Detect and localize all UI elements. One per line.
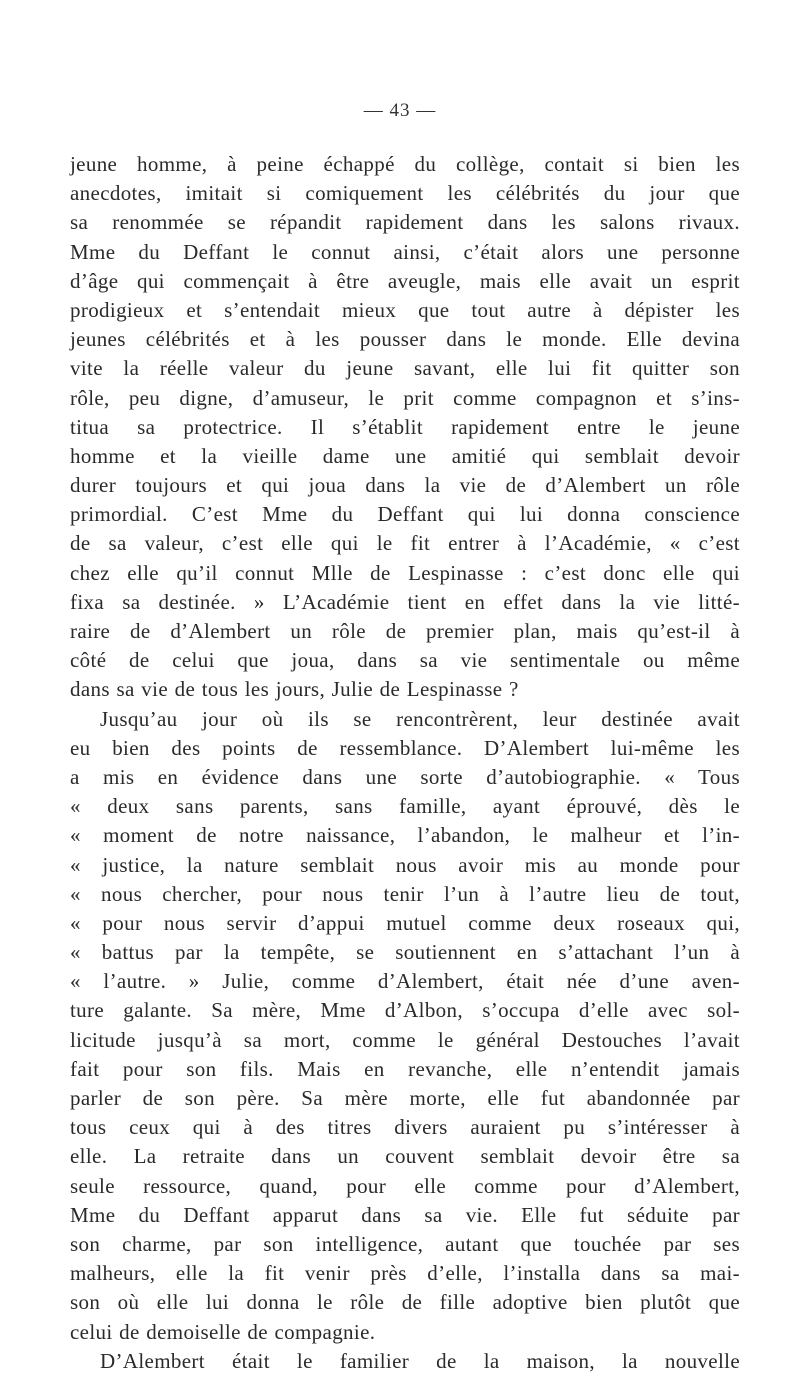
text-line: « moment de notre naissance, l’abandon, le malheur et l’in- (70, 823, 740, 848)
text-line: sa renommée se répandit rapidement dans les salons rivaux. (70, 210, 740, 235)
text-line: celui de demoiselle de compagnie. (70, 1319, 376, 1344)
body-text (70, 150, 740, 1376)
text-line: titua sa protectrice. Il s’établit rapidement entre le jeune (70, 414, 740, 439)
text-line: vite la réelle valeur du jeune savant, elle lui fit quitter son (70, 356, 740, 381)
text-line: chez elle qu’il connut Mlle de Lespinasse : c’est donc elle qui (70, 560, 740, 585)
text-line: homme et la vieille dame une amitié qui semblait devoir (70, 443, 740, 468)
page-number: — 43 — (363, 100, 437, 121)
text-line: eu bien des points de ressemblance. D’Alembert lui-même les (70, 735, 740, 760)
text-line: durer toujours et qui joua dans la vie de d’Alembert un rôle (70, 473, 740, 498)
text-line: Jusqu’au jour où ils se rencontrèrent, leur destinée avait (100, 706, 740, 731)
text-line: Mme du Deffant apparut dans sa vie. Elle fut séduite par (70, 1202, 740, 1227)
text-line: fixa sa destinée. » L’Académie tient en effet dans la vie litté- (70, 589, 740, 614)
text-line: son charme, par son intelligence, autant que touchée par ses (70, 1231, 740, 1256)
text-line: « deux sans parents, sans famille, ayant éprouvé, dès le (70, 794, 740, 819)
text-line: « justice, la nature semblait nous avoir mis au monde pour (70, 852, 740, 877)
text-line: d’âge qui commençait à être aveugle, mais elle avait un esprit (70, 268, 740, 293)
text-line: primordial. C’est Mme du Deffant qui lui donna conscience (70, 502, 740, 527)
text-line: « l’autre. » Julie, comme d’Alembert, était née d’une aven- (70, 969, 740, 994)
text-line: son où elle lui donna le rôle de fille adoptive bien plutôt que (70, 1290, 740, 1315)
text-line: D’Alembert était le familier de la maison, la nouvelle (100, 1348, 740, 1373)
text-line: « battus par la tempête, se soutiennent en s’attachant l’un à (70, 940, 740, 965)
text-line: tous ceux qui à des titres divers auraient pu s’intéresser à (70, 1115, 740, 1140)
text-line: licitude jusqu’à sa mort, comme le général Destouches l’avait (70, 1027, 740, 1052)
text-line: côté de celui que joua, dans sa vie sentimentale ou même (70, 648, 740, 673)
text-line: a mis en évidence dans une sorte d’autobiographie. « Tous (70, 764, 740, 789)
text-line: rôle, peu digne, d’amuseur, le prit comme compagnon et s’ins- (70, 385, 740, 410)
text-line: elle. La retraite dans un couvent semblait devoir être sa (70, 1144, 740, 1169)
text-line: raire de d’Alembert un rôle de premier plan, mais qu’est-il à (70, 619, 740, 643)
text-line: seule ressource, quand, pour elle comme pour d’Alembert, (70, 1173, 740, 1198)
text-line: malheurs, elle la fit venir près d’elle, l’installa dans sa mai- (70, 1261, 740, 1286)
text-line: jeune homme, à peine échappé du collège, contait si bien les (70, 152, 740, 176)
text-line: Mme du Deffant le connut ainsi, c’était alors une personne (70, 239, 740, 264)
text-line: « nous chercher, pour nous tenir l’un à l’autre lieu de tout, (70, 881, 740, 906)
text-line: dans sa vie de tous les jours, Julie de Lespinasse ? (70, 677, 519, 702)
text-line: prodigieux et s’entendait mieux que tout autre à dépister les (70, 297, 740, 322)
text-line: jeunes célébrités et à les pousser dans le monde. Elle devina (70, 327, 740, 352)
text-line: « pour nous servir d’appui mutuel comme deux roseaux qui, (70, 910, 740, 935)
text-line: parler de son père. Sa mère morte, elle fut abandonnée par (70, 1086, 740, 1110)
text-line: ture galante. Sa mère, Mme d’Albon, s’occupa d’elle avec sol- (70, 998, 740, 1023)
text-line: de sa valeur, c’est elle qui le fit entrer à l’Académie, « c’est (70, 531, 740, 556)
text-line: fait pour son fils. Mais en revanche, elle n’entendit jamais (70, 1056, 740, 1081)
text-line: anecdotes, imitait si comiquement les célébrités du jour que (70, 181, 740, 206)
